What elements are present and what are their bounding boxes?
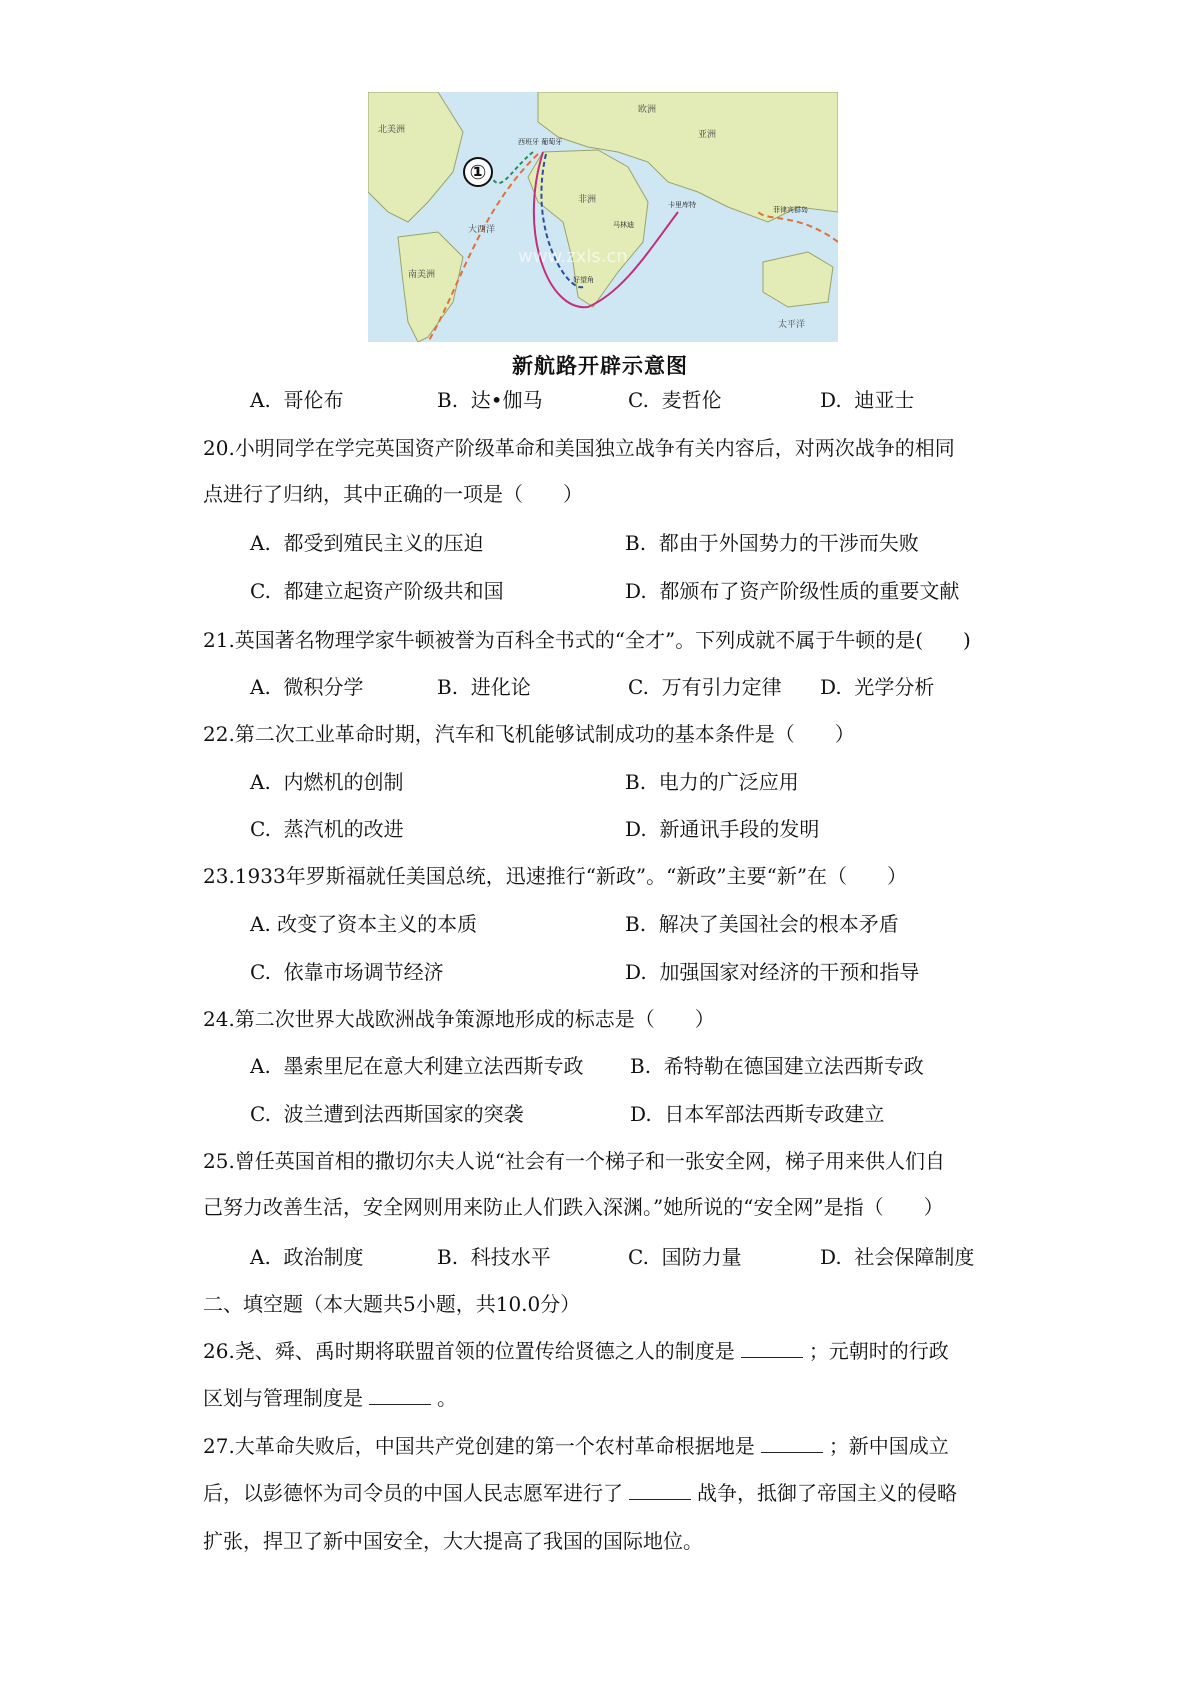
label-south-america: 南美洲: [408, 270, 436, 280]
q23-option-b: [625, 911, 899, 937]
q27-text-b: ；新中国成立: [828, 1434, 949, 1458]
q25-option-d: [820, 1244, 974, 1270]
option-text: 光学分析: [854, 675, 935, 699]
label-asia: 亚洲: [698, 130, 717, 140]
q26-text-a: 26.尧、舜、禹时期将联盟首领的位置传给贤德之人的制度是: [203, 1339, 735, 1363]
q26-text-b: ；元朝时的行政: [808, 1339, 949, 1363]
label-calicut: 卡里库特: [668, 201, 696, 209]
option-text: 达•伽马: [470, 388, 543, 412]
q27-line2: [203, 1480, 957, 1506]
option-letter: A.: [250, 1245, 271, 1269]
option-text: 墨索里尼在意大利建立法西斯专政: [283, 1054, 584, 1078]
map-svg: [368, 92, 838, 342]
label-iberia: 西班牙 葡萄牙: [518, 138, 563, 146]
watermark: www.zxls.cn: [518, 246, 628, 267]
label-africa: 非洲: [578, 195, 597, 205]
q25-stem-line2: 己努力改善生活，安全网则用来防止人们跌入深渊。”她所说的“安全网”是指（ ）: [203, 1195, 944, 1219]
q20-option-a: [250, 530, 484, 556]
option-letter: B.: [625, 531, 647, 555]
q21-option-c: [628, 674, 782, 700]
option-letter: B.: [625, 912, 647, 936]
q27-text-d: 战争，抵御了帝国主义的侵略: [697, 1481, 957, 1505]
q24-option-b: [630, 1053, 924, 1079]
option-text: 都由于外国势力的干涉而失败: [658, 531, 919, 555]
option-letter: B.: [437, 1245, 459, 1269]
option-letter: D.: [625, 579, 647, 603]
q21-option-a: [250, 674, 364, 700]
q20-option-d: [625, 578, 959, 604]
q23-stem: 23.1933年罗斯福就任美国总统，迅速推行“新政”。“新政”主要“新”在（ ）: [203, 864, 908, 888]
option-text: 迪亚士: [854, 388, 915, 412]
q23-option-d: [625, 959, 919, 985]
option-letter: D.: [625, 817, 647, 841]
option-text: 新通讯手段的发明: [659, 817, 820, 841]
q19-option-b: [437, 387, 543, 413]
label-malindi: 马林迪: [613, 221, 634, 229]
q20-option-c: [250, 578, 504, 604]
q20-stem-line2: 点进行了归纳，其中正确的一项是（ ）: [203, 482, 583, 506]
option-text: 依靠市场调节经济: [283, 960, 444, 984]
q27-text-c: 后，以彭德怀为司令员的中国人民志愿军进行了: [203, 1481, 623, 1505]
q24-option-d: [630, 1101, 884, 1127]
q25-option-a: [250, 1244, 364, 1270]
option-text: 解决了美国社会的根本矛盾: [658, 912, 899, 936]
option-letter: C.: [250, 960, 271, 984]
option-letter: D.: [625, 960, 647, 984]
option-letter: D.: [630, 1102, 652, 1126]
q22-option-c: [250, 816, 404, 842]
option-text: 改变了资本主义的本质: [277, 912, 478, 936]
option-text: 电力的广泛应用: [658, 770, 799, 794]
q19-option-a: [250, 387, 344, 413]
option-letter: D.: [820, 1245, 842, 1269]
label-north-america: 北美洲: [378, 125, 406, 135]
q26-line2: [203, 1385, 457, 1411]
option-text: 波兰遭到法西斯国家的突袭: [283, 1102, 524, 1126]
q22-stem: 22.第二次工业革命时期，汽车和飞机能够试制成功的基本条件是（ ）: [203, 722, 855, 746]
new-sea-routes-map: [368, 92, 838, 342]
q21-option-d: [820, 674, 934, 700]
option-letter: B.: [625, 770, 647, 794]
q22-option-a: [250, 769, 404, 795]
q25-option-b: [437, 1244, 551, 1270]
option-letter: C.: [628, 675, 649, 699]
q19-option-c: [628, 387, 722, 413]
q26-text-c: 区划与管理制度是: [203, 1386, 363, 1410]
option-letter: A.: [250, 675, 271, 699]
map-caption: 新航路开辟示意图: [512, 354, 688, 378]
option-text: 政治制度: [283, 1245, 364, 1269]
option-letter: D.: [820, 675, 842, 699]
q23-option-c: [250, 959, 444, 985]
option-letter: C.: [250, 579, 271, 603]
q24-option-c: [250, 1101, 524, 1127]
option-text: 都颁布了资产阶级性质的重要文献: [659, 579, 960, 603]
option-text: 加强国家对经济的干预和指导: [659, 960, 920, 984]
label-philippines: 菲律宾群岛: [773, 206, 808, 214]
option-text: 进化论: [470, 675, 531, 699]
q23-option-a: [250, 911, 477, 937]
label-europe: 欧洲: [638, 105, 657, 115]
q19-option-d: [820, 387, 914, 413]
q26-text-d: 。: [437, 1386, 457, 1410]
q27-blank-2[interactable]: [629, 1481, 691, 1500]
option-letter: A.: [250, 388, 271, 412]
q20-option-b: [625, 530, 919, 556]
option-letter: C.: [628, 1245, 649, 1269]
option-text: 哥伦布: [283, 388, 344, 412]
option-letter: B.: [437, 388, 459, 412]
q26-blank-1[interactable]: [741, 1339, 803, 1358]
q20-stem-line1: 20.小明同学在学完英国资产阶级革命和美国独立战争有关内容后，对两次战争的相同: [203, 436, 955, 460]
q27-line3: 扩张，捍卫了新中国安全，大大提高了我国的国际地位。: [203, 1529, 703, 1553]
option-text: 国防力量: [661, 1245, 742, 1269]
q22-option-d: [625, 816, 819, 842]
q22-option-b: [625, 769, 799, 795]
option-text: 都建立起资产阶级共和国: [283, 579, 504, 603]
label-pacific: 太平洋: [778, 320, 806, 330]
q27-line1: [203, 1433, 949, 1459]
option-letter: C.: [628, 388, 649, 412]
option-letter: C.: [250, 1102, 271, 1126]
option-letter: A.: [250, 770, 271, 794]
label-cape: 好望角: [573, 276, 594, 284]
q24-option-a: [250, 1053, 584, 1079]
option-text: 希特勒在德国建立法西斯专政: [663, 1054, 924, 1078]
option-letter: D.: [820, 388, 842, 412]
q26-blank-2[interactable]: [369, 1386, 431, 1405]
option-text: 科技水平: [470, 1245, 551, 1269]
q27-blank-1[interactable]: [761, 1434, 823, 1453]
option-letter: C.: [250, 817, 271, 841]
q27-text-a: 27.大革命失败后，中国共产党创建的第一个农村革命根据地是: [203, 1434, 755, 1458]
q21-option-b: [437, 674, 531, 700]
option-letter: B.: [630, 1054, 652, 1078]
australia-shape: [763, 252, 833, 307]
q26-line1: [203, 1338, 949, 1364]
q24-stem: 24.第二次世界大战欧洲战争策源地形成的标志是（ ）: [203, 1007, 715, 1031]
option-letter: B.: [437, 675, 459, 699]
label-atlantic: 大西洋: [468, 225, 496, 235]
marker-label: ①: [469, 160, 487, 184]
option-text: 万有引力定律: [661, 675, 782, 699]
option-letter: A.: [250, 531, 271, 555]
option-text: 麦哲伦: [661, 388, 722, 412]
q25-stem-line1: 25.曾任英国首相的撒切尔夫人说“社会有一个梯子和一张安全网，梯子用来供人们自: [203, 1149, 946, 1173]
q21-stem: 21.英国著名物理学家牛顿被誉为百科全书式的“全才”。下列成就不属于牛顿的是( ): [203, 628, 971, 652]
option-text: 日本军部法西斯专政建立: [664, 1102, 885, 1126]
option-text: 内燃机的创制: [283, 770, 404, 794]
option-text: 社会保障制度: [854, 1245, 975, 1269]
option-text: 蒸汽机的改进: [283, 817, 404, 841]
section-fill-in-heading: 二、填空题（本大题共5小题，共10.0分）: [203, 1292, 581, 1316]
option-letter: A.: [250, 1054, 271, 1078]
option-text: 微积分学: [283, 675, 364, 699]
option-text: 都受到殖民主义的压迫: [283, 531, 484, 555]
option-letter: A.: [250, 912, 271, 936]
q25-option-c: [628, 1244, 742, 1270]
